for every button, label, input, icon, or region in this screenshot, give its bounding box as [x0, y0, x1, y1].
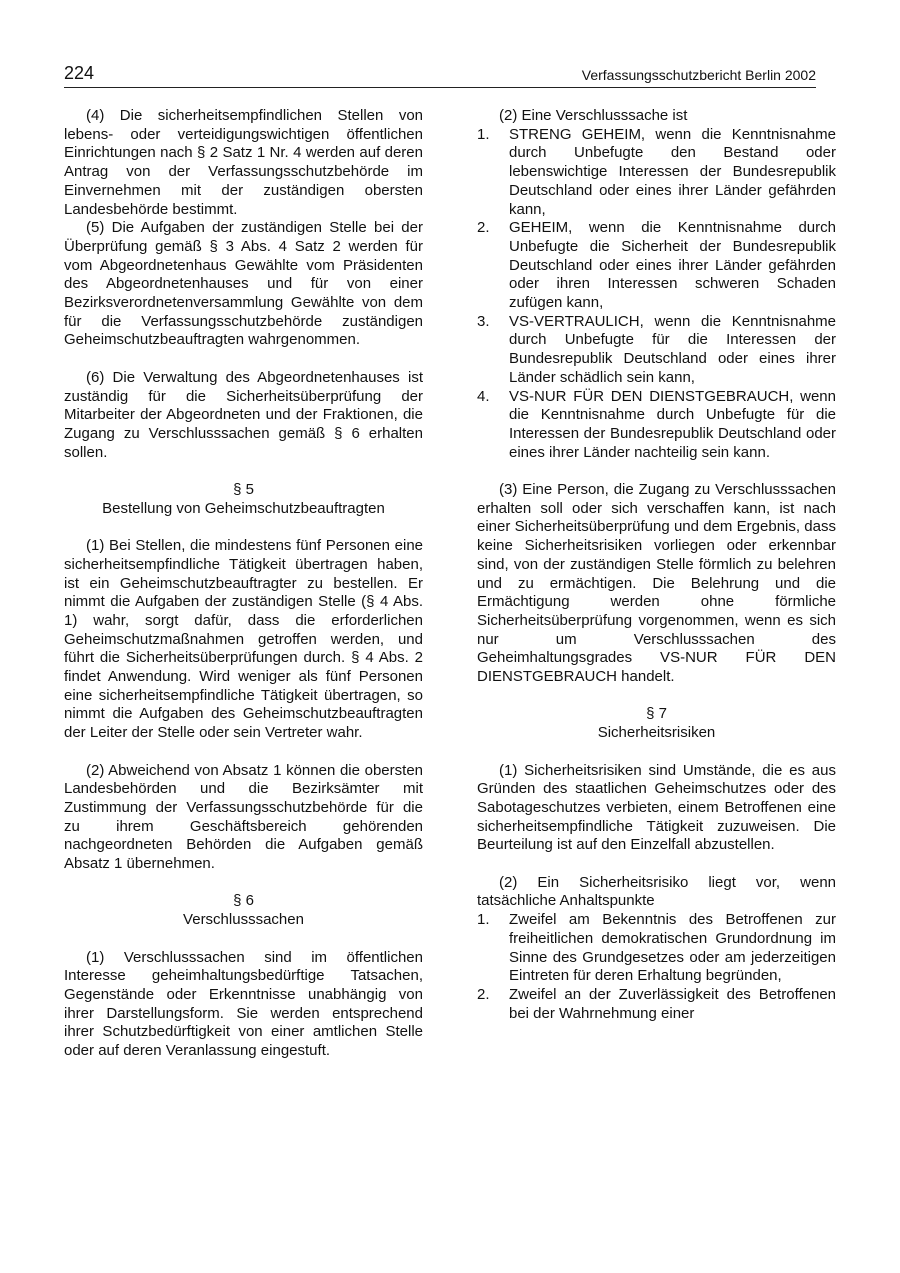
paragraph-5-1: (1) Bei Stellen, die mindestens fünf Personen eine sicherheitsempfindliche Tätigkeit übertragen haben, ist ein Geheimschutzbeauftragter zu bestellen. Er nimmt die Aufgaben der zuständigen Stelle (§ 4 Abs. 1) wahr, sorgt dafür, dass die erforderlichen Geheimschutzmaßnahmen getroffen werden, und führt die Sicherheitsüberprüfungen durch. § 4 Abs. 2 findet Anwendung. Wird weniger als fünf Personen eine sicherheitsempfindliche Tätigkeit übertragen, so nimmt die Aufgaben des Geheimschutzbeauftragten der Leiter der Stelle oder sein Vertreter wahr.	[64, 537, 423, 742]
left-column	[64, 107, 423, 1061]
paragraph-7-1: (1) Sicherheitsrisiken sind Umstände, die es aus Gründen des staatlichen Geheimschutzes oder des Sabotageschutzes verbieten, einem Betroffenen eine sicherheitsempfindliche Tätigkeit zuzuweisen. Die Beurteilung ist auf den Einzelfall abzustellen.	[477, 761, 836, 854]
section-7-number: § 7	[646, 705, 667, 723]
section-7-title: Sicherheitsrisiken	[597, 724, 716, 742]
paragraph-5-2: (2) Abweichend von Absatz 1 können die obersten Landesbehörden und die Bezirksämter mit Zustimmung der Verfassungsschutzbehörde für die zu ihrem Geschäftsbereich gehörenden nachgeordneten Behörden die Aufgaben gemäß Absatz 1 übernehmen.	[64, 761, 423, 873]
list-item: 2. Zweifel an der Zuverlässigkeit des Betroffenen bei der Wahrnehmung einer	[477, 985, 836, 1022]
list-item: 2. GEHEIM, wenn die Kenntnisnahme durch Unbefugte die Sicherheit der Bundesrepublik Deutschland oder eines ihrer Länder gefährden oder ihren Interessen schweren Schaden zufügen kann,	[477, 219, 836, 312]
paragraph-4-6: (6) Die Verwaltung des Abgeordnetenhauses ist zuständig für die Sicherheitsüberprüfung der Mitarbeiter der Abgeordneten und der Fraktionen, die Zugang zu Verschlusssachen gemäß § 6 erhalten sollen.	[64, 368, 423, 461]
page-number: 224	[64, 63, 95, 83]
page-header	[64, 62, 816, 88]
list-item: 3. VS-VERTRAULICH, wenn die Kenntnisnahme durch Unbefugte für die Interessen der Bundesrepublik Deutschland oder eines ihrer Länder schädlich sein kann,	[477, 312, 836, 386]
list-item: 4. VS-NUR FÜR DEN DIENSTGEBRAUCH, wenn die Kenntnisnahme durch Unbefugte für die Interessen der Bundesrepublik Deutschland oder eines ihrer Länder nachteilig sein kann.	[477, 387, 836, 461]
paragraph-4-5: (5) Die Aufgaben der zuständigen Stelle bei der Überprüfung gemäß § 3 Abs. 4 Satz 2 werden für vom Abgeordnetenhaus Gewählte vom Präsidenten des Abgeordnetenhauses und für von einer Bezirksverordnetenversammlung Gewählte von dem für die Verfassungsschutzbehörde zuständigen Geheimschutzbeauftragten wahrgenommen.	[64, 219, 423, 349]
section-6-number: § 6	[233, 892, 254, 910]
paragraph-6-1: (1) Verschlusssachen sind im öffentlichen Interesse geheimhaltungsbedürftige Tatsachen, Gegenstände oder Erkenntnisse unabhängig von ihrer Darstellungsform. Sie werden entsprechend ihrer Schutzbedürftigkeit von einer amtlichen Stelle oder auf deren Veranlassung eingestuft.	[64, 948, 423, 1060]
paragraph-6-2-intro: (2) Eine Verschlusssache ist	[499, 107, 688, 124]
section-5-title: Bestellung von Geheimschutzbeauftragten	[102, 499, 385, 517]
paragraph-6-3: (3) Eine Person, die Zugang zu Verschlusssachen erhalten soll oder sich verschaffen kann, ist nach einer Sicherheitsüberprüfung und dem Ergebnis, dass keine Sicherheitsrisiken vorliegen oder erkennbar sind, von der zuständigen Stelle förmlich zu belehren und zu ermächtigen. Die Belehrung und die Ermächtigung werden ohne förmliche Sicherheitsüberprüfung vorgenommen, wenn es sich nur um Verschlusssachen des Geheimhaltungsgrades VS-NUR FÜR DEN DIENSTGEBRAUCH handelt.	[477, 481, 836, 686]
running-title: Verfassungsschutzbericht Berlin 2002	[581, 67, 816, 83]
list-item: 1. Zweifel am Bekenntnis des Betroffenen zur freiheitlichen demokratischen Grundordnung im Sinne des Grundgesetzes oder am jederzeitigen Eintreten für deren Erhaltung begründen,	[477, 911, 836, 985]
list-item: 1. STRENG GEHEIM, wenn die Kenntnisnahme durch Unbefugte den Bestand oder lebenswichtige Interessen der Bundesrepublik Deutschland oder eines ihrer Länder gefährden kann,	[477, 125, 836, 218]
section-5-number: § 5	[233, 481, 254, 499]
right-column	[477, 107, 836, 1023]
risk-list	[477, 911, 836, 1023]
paragraph-4-4: (4) Die sicherheitsempfindlichen Stellen von lebens- oder verteidigungswichtigen öffentlichen Einrichtungen nach § 2 Satz 1 Nr. 4 werden auf deren Antrag von der Verfassungsschutzbehörde im Einvernehmen mit der zuständigen obersten Landesbehörde bestimmt.	[64, 107, 423, 218]
section-6-title: Verschlusssachen	[183, 911, 304, 929]
paragraph-7-2-intro: (2) Ein Sicherheitsrisiko liegt vor, wenn tatsächliche Anhaltspunkte	[477, 873, 836, 910]
classification-list	[477, 126, 836, 463]
